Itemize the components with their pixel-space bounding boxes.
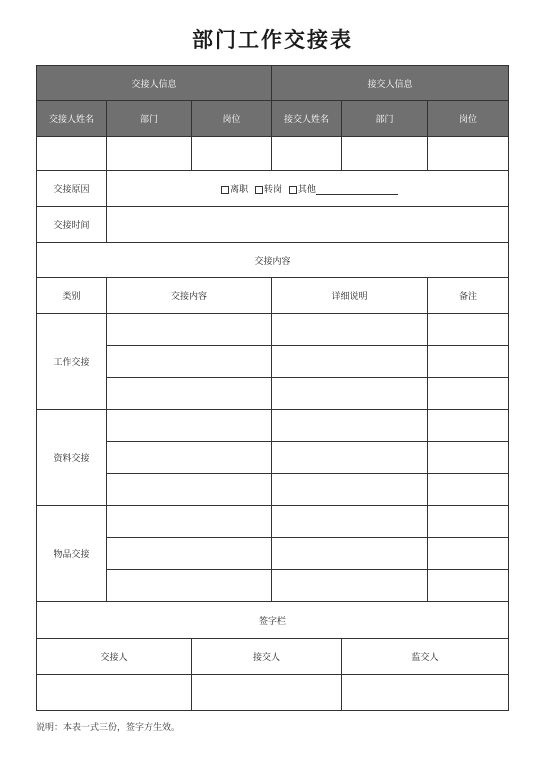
remark-cell[interactable]	[428, 346, 509, 378]
handover-info-header: 交接人信息	[37, 66, 272, 101]
remark-cell[interactable]	[428, 378, 509, 410]
checkbox-transfer[interactable]	[255, 186, 263, 194]
content-section-title: 交接内容	[37, 243, 509, 278]
content-cell[interactable]	[107, 474, 272, 506]
content-cell[interactable]	[107, 314, 272, 346]
checkbox-other[interactable]	[289, 186, 297, 194]
content-cell[interactable]	[107, 442, 272, 474]
category-work: 工作交接	[37, 314, 107, 410]
detail-cell[interactable]	[272, 474, 428, 506]
category-items: 物品交接	[37, 506, 107, 602]
checkbox-resign[interactable]	[221, 186, 229, 194]
receiver-post-cell[interactable]	[428, 137, 509, 171]
col-remark: 备注	[428, 278, 509, 314]
reason-label: 交接原因	[37, 171, 107, 207]
remark-cell[interactable]	[428, 474, 509, 506]
content-cell[interactable]	[107, 570, 272, 602]
col-category: 类别	[37, 278, 107, 314]
content-cell[interactable]	[107, 538, 272, 570]
remark-cell[interactable]	[428, 314, 509, 346]
remark-cell[interactable]	[428, 506, 509, 538]
content-cell[interactable]	[107, 378, 272, 410]
receiver-post-header: 岗位	[428, 101, 509, 137]
detail-cell[interactable]	[272, 570, 428, 602]
detail-cell[interactable]	[272, 314, 428, 346]
detail-cell[interactable]	[272, 538, 428, 570]
page-title: 部门工作交接表	[192, 28, 353, 52]
handover-post-cell[interactable]	[192, 137, 272, 171]
remark-cell[interactable]	[428, 538, 509, 570]
col-content: 交接内容	[107, 278, 272, 314]
receiver-name-header: 接交人姓名	[272, 101, 342, 137]
remark-cell[interactable]	[428, 442, 509, 474]
receiver-info-header: 接交人信息	[272, 66, 509, 101]
receiver-name-cell[interactable]	[272, 137, 342, 171]
detail-cell[interactable]	[272, 410, 428, 442]
sign-handover-cell[interactable]	[37, 675, 192, 711]
remark-cell[interactable]	[428, 410, 509, 442]
time-label: 交接时间	[37, 207, 107, 243]
other-reason-line[interactable]	[316, 186, 398, 195]
category-materials: 资料交接	[37, 410, 107, 506]
time-cell[interactable]	[107, 207, 509, 243]
sign-handover-label: 交接人	[37, 639, 192, 675]
receiver-dept-cell[interactable]	[342, 137, 428, 171]
detail-cell[interactable]	[272, 442, 428, 474]
sign-supervisor-label: 监交人	[342, 639, 509, 675]
option-resign: 离职	[230, 185, 249, 195]
handover-dept-cell[interactable]	[107, 137, 192, 171]
handover-post-header: 岗位	[192, 101, 272, 137]
remark-cell[interactable]	[428, 570, 509, 602]
sign-supervisor-cell[interactable]	[342, 675, 509, 711]
handover-form-table	[36, 65, 509, 711]
handover-name-header: 交接人姓名	[37, 101, 107, 137]
col-detail: 详细说明	[272, 278, 428, 314]
reason-options	[107, 171, 509, 207]
sign-receiver-cell[interactable]	[192, 675, 342, 711]
sign-receiver-label: 接交人	[192, 639, 342, 675]
content-cell[interactable]	[107, 346, 272, 378]
option-other: 其他	[297, 185, 316, 195]
receiver-dept-header: 部门	[342, 101, 428, 137]
detail-cell[interactable]	[272, 378, 428, 410]
footer-note: 说明：本表一式三份，签字方生效。	[36, 723, 181, 733]
option-transfer: 转岗	[264, 185, 283, 195]
detail-cell[interactable]	[272, 506, 428, 538]
handover-name-cell[interactable]	[37, 137, 107, 171]
content-cell[interactable]	[107, 506, 272, 538]
handover-dept-header: 部门	[107, 101, 192, 137]
detail-cell[interactable]	[272, 346, 428, 378]
content-cell[interactable]	[107, 410, 272, 442]
signature-section-title: 签字栏	[37, 602, 509, 639]
